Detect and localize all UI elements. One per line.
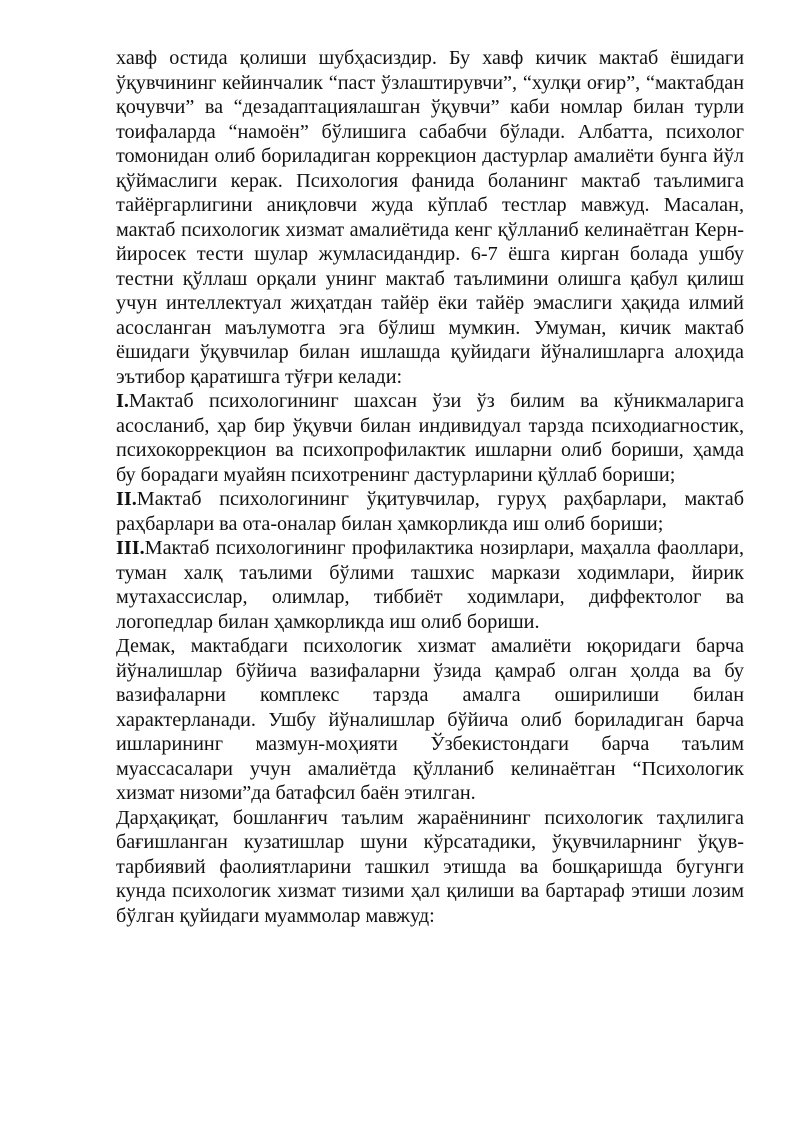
list-item-3 xyxy=(116,536,744,634)
paragraph-conclusion-text: Дарҳақиқат, бошланғич таълим жараёнининг психологик таҳлилига бағишланган кузатишлар шуни кўрсатадики, ўқувчиларнинг ўқув-тарбиявий фаолиятларини ташкил этишда ва бошқаришда бугунги кунда психологик хизмат тизими ҳал қилиши ва бартараф этиши лозим бўлган қуйидаги муаммолар мавжуд: xyxy=(116,806,744,927)
paragraph-intro xyxy=(116,46,744,389)
list-item-1 xyxy=(116,389,744,487)
document-page xyxy=(116,46,744,928)
paragraph-summary xyxy=(116,634,744,806)
paragraph-conclusion xyxy=(116,806,744,929)
list-item-3-marker: III. xyxy=(116,537,145,559)
paragraph-summary-text: Демак, мактабдаги психологик хизмат амалиёти юқоридаги барча йўналишлар бўйича вазифаларни ўзида қамраб олган ҳолда ва бу вазифаларни комплекс тарзда амалга оширилиши билан характерланади. Ушбу йўналишлар бўйича олиб бориладиган барча ишларининг мазмун-моҳияти Ўзбекистондаги барча таълим муассасалари учун амалиётда қўлланиб келинаётган “Психологик хизмат низоми”да батафсил баён этилган. xyxy=(116,635,744,804)
list-item-2 xyxy=(116,487,744,536)
list-item-3-text: Мактаб психологининг профилактика нозирлари, маҳалла фаоллари, туман халқ таълими бўлими ташхис маркази ходимлари, йирик мутахассислар, олимлар, тиббиёт ходимлари, диффектолог ва логопедлар билан ҳамкорликда иш олиб бориши. xyxy=(116,537,744,633)
list-item-2-text: Мактаб психологининг ўқитувчилар, гуруҳ раҳбарлари, мактаб раҳбарлари ва ота-оналар билан ҳамкорликда иш олиб бориши; xyxy=(116,488,744,535)
list-item-1-marker: I. xyxy=(116,390,129,412)
list-item-2-marker: II. xyxy=(116,488,137,510)
list-item-1-text: Мактаб психологининг шахсан ўзи ўз билим ва кўникмаларига асосланиб, ҳар бир ўқувчи билан индивидуал тарзда психодиагностик, психокоррекцион ва психопрофилактик ишларни олиб бориши, ҳамда бу борадаги муайян психотренинг дастурларини қўллаб бориши; xyxy=(116,390,744,486)
paragraph-intro-text: хавф остида қолиши шубҳасиздир. Бу хавф кичик мактаб ёшидаги ўқувчининг кейинчалик “паст ўзлаштирувчи”, “хулқи оғир”, “мактабдан қочувчи” ва “дезадаптациялашган ўқувчи” каби номлар билан турли тоифаларда “намоён” бўлишига сабабчи бўлади. Албатта, психолог томонидан олиб бориладиган коррекцион дастурлар амалиёти бунга йўл қўймаслиги керак. Психология фанида боланинг мактаб таълимига тайёргарлигини аниқловчи жуда кўплаб тестлар мавжуд. Масалан, мактаб психологик хизмат амалиётида кенг қўлланиб келинаётган Керн-йиросек тести шулар жумласидандир. 6-7 ёшга кирган болада ушбу тестни қўллаш орқали унинг мактаб таълимини олишга қабул қилиш учун интеллектуал жиҳатдан тайёр ёки тайёр эмаслиги ҳақида илмий асосланган маълумотга эга бўлиш мумкин. Умуман, кичик мактаб ёшидаги ўқувчилар билан ишлашда қуйидаги йўналишларга алоҳида эътибор қаратишга тўғри келади: xyxy=(116,47,744,388)
